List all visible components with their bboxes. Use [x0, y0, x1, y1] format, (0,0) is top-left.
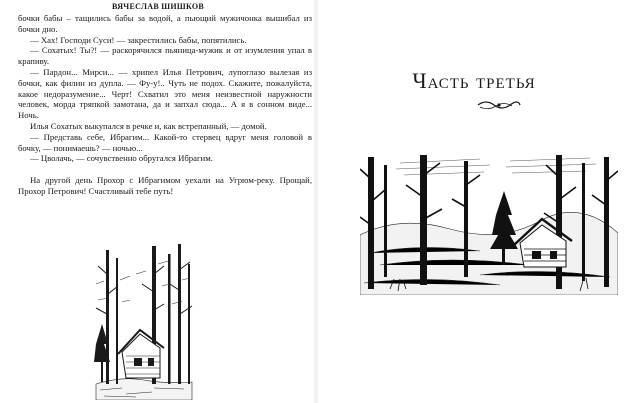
body-text [18, 13, 312, 197]
running-head: ВЯЧЕСЛАВ ШИШКОВ [111, 2, 205, 11]
paragraph-6: — Представь себе, Ибрагим... Какой-то стервец вдруг меня головой в бочку, — понимаешь? — ночью... [18, 131, 312, 153]
forest-hut-illustration-large [360, 155, 618, 295]
flourish-ornament-icon [476, 99, 522, 111]
right-page [316, 0, 632, 403]
paragraph-1: бочки бабы – тащились бабы за водой, а пьющий мужичонка вышибал из бочки дно. [18, 13, 312, 34]
paragraph-4: — Пардон... Мирси... — хрипел Илья Петрович, лупоглазо вылезая из бочки, как филин из дупла. — Фу-у!.. Чуть не подох. Скажите, пожалуйста, какое недоразумение... Черт! Схватил это меня неизвестной наружности человек, морда тряпкой замотана, да и запхал сюда... А я в сонном виде... Ночь. [18, 66, 312, 121]
paragraph-5: Илья Сохатых выкупался в речке и, как встрепанный, — домой. [30, 120, 267, 131]
paragraph-3: — Сохатых! Ты?! — раскорячился пьяница-мужик и от изумления упал в крапиву. [18, 45, 312, 67]
paragraph-2: — Хах! Господи Суси! — закрестились бабы, попятились. [30, 34, 247, 45]
paragraph-7: — Цволачь, — сочувственно обругался Ибрагим. [30, 153, 213, 164]
forest-hut-illustration-small [92, 244, 196, 400]
part-title: Часть третья [412, 68, 536, 93]
paragraph-8: На другой день Прохор с Ибрагимом уехали на Угрюм-реку. Прощай, Прохор Петрович! Счастливый тебе путь! [18, 174, 312, 196]
